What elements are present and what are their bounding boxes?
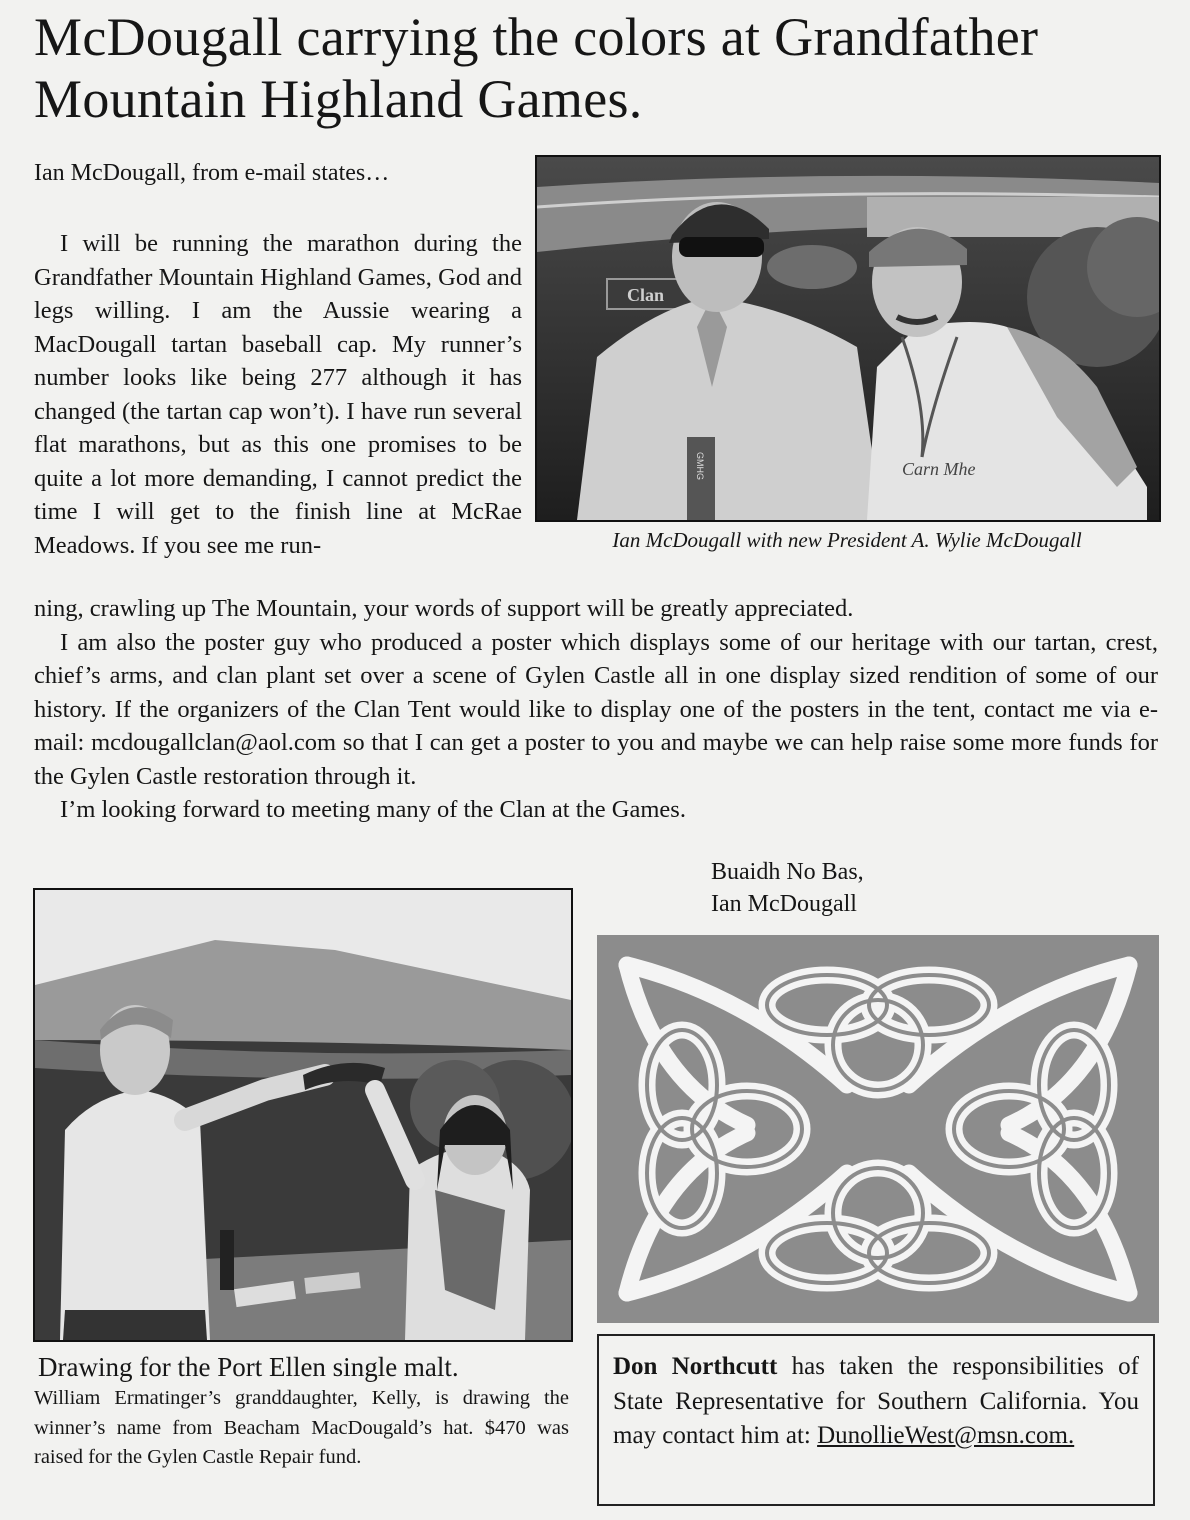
celtic-knot-illustration — [597, 935, 1159, 1323]
paragraph-3: I’m looking forward to meeting many of the Clan at the Games. — [60, 796, 686, 823]
photo-ian-and-wylie — [535, 155, 1161, 522]
photo-caption-2-body: William Ermatinger’s granddaughter, Kelly, is drawing the winner’s name from Beacham MacDougald’s hat. $470 was raised for the Gylen Castle Repair fund. — [34, 1387, 569, 1469]
paragraph-2: I am also the poster guy who produced a poster which displays some of our heritage with our tartan, crest, chief’s arms, and clan plant set over a scene of Gylen Castle all in one display sized rendition of some of our history. If the organizers of the Clan Tent would like to display one of the posters in the tent, contact me via e-mail: mcdougallclan@aol.com so that I can get a poster to you and maybe we can help raise some more funds for the Gylen Castle restoration through it. — [34, 628, 1158, 790]
state-representative-notice — [597, 1334, 1155, 1506]
signoff-motto: Buaidh No Bas, — [711, 859, 864, 885]
photo-caption-2-title: Drawing for the Port Ellen single malt. — [38, 1352, 459, 1382]
photo-caption-1: Ian McDougall with new President A. Wylie McDougall — [612, 528, 1082, 552]
celtic-knot-icon — [597, 935, 1159, 1323]
photo-ribbon-text: GMHG — [695, 452, 705, 480]
notice-name: Don Northcutt — [613, 1353, 778, 1380]
photo-sign-text: Clan — [627, 285, 665, 305]
notice-email-link[interactable]: DunollieWest@msn.com. — [817, 1422, 1075, 1449]
article-continuation — [34, 592, 1158, 827]
paragraph-1-continued: ning, crawling up The Mountain, your words of support will be greatly appreciated. — [34, 595, 854, 622]
headline: McDougall carrying the colors at Grandfather Mountain Highland Games. — [34, 7, 1039, 129]
signoff — [711, 856, 864, 920]
photo-shirt-text: Carn Mhe — [902, 459, 976, 479]
photo-drawing-image — [35, 890, 571, 1340]
paragraph-1: I will be running the marathon during the Grandfather Mountain Highland Games, God and legs willing. I am the Aussie wearing a MacDougall tartan baseball cap. My runner’s number looks like being 277 although it has changed (the tartan cap won’t). I have run several flat marathons, but as this one promises to be quite a lot more demanding, I cannot predict the time I will get to the finish line at McRae Meadows. If you see me run- — [34, 230, 522, 559]
intro-line: Ian McDougall, from e-mail states… — [34, 160, 390, 186]
photo-ian-and-wylie-image — [537, 157, 1159, 520]
notice-text: has taken the responsibilities of State Representative for Southern California. You may contact him at: — [613, 1353, 1139, 1449]
signoff-name: Ian McDougall — [711, 891, 857, 917]
article-column — [34, 227, 522, 562]
photo-drawing — [33, 888, 573, 1342]
